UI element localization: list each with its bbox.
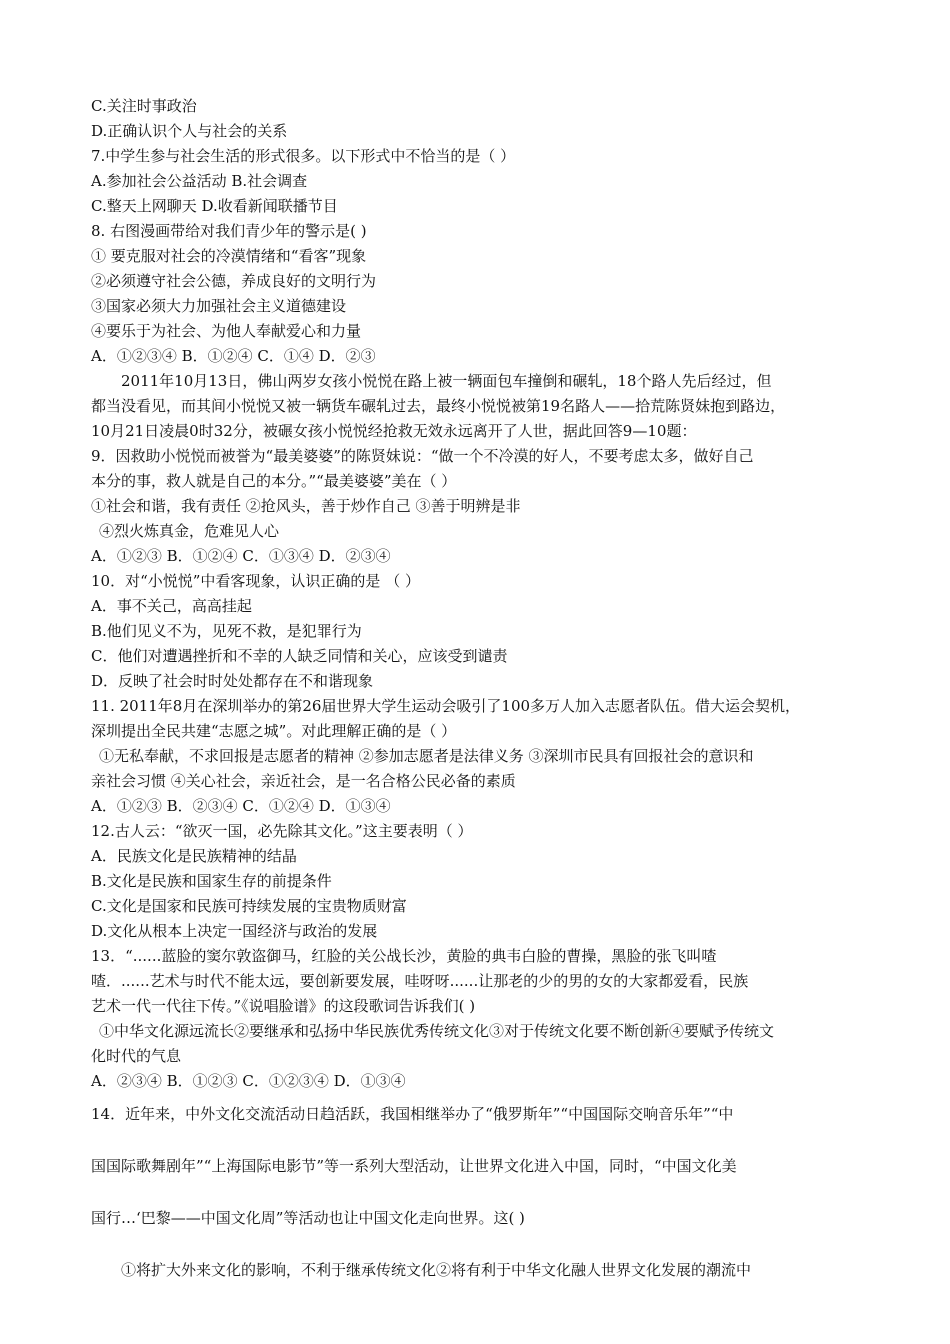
question-11: 11. 2011年8月在深圳举办的第26届世界大学生运动会吸引了100多万人加入志愿者队伍。借大运会契机， — [91, 697, 801, 715]
text-line: ①将扩大外来文化的影响，不利于继承传统文化②将有利于中华文化融人世界文化发展的潮流中 — [121, 1261, 752, 1279]
text-line: D.文化从根本上决定一国经济与政治的发展 — [91, 922, 378, 940]
text-line: B.他们见义不为，见死不救，是犯罪行为 — [91, 622, 362, 640]
text-line: ③国家必须大力加强社会主义道德建设 — [91, 297, 347, 315]
text-line: A．①②③ B．②③④ C．①②④ D．①③④ — [91, 797, 391, 815]
text-line: 国行…‘巴黎——中国文化周”等活动也让中国文化走向世界。这( ) — [91, 1209, 525, 1227]
text-line: A.参加社会公益活动 B.社会调查 — [91, 172, 308, 190]
text-line: ②必须遵守社会公德，养成良好的文明行为 — [91, 272, 377, 290]
text-line: 艺术一代一代往下传。”《说唱脸谱》的这段歌词告诉我们( ) — [91, 997, 476, 1015]
text-line: C.文化是国家和民族可持续发展的宝贵物质财富 — [91, 897, 407, 915]
text-line: 国国际歌舞剧年”“上海国际电影节”等一系列大型活动，让世界文化进入中国，同时，“中国文化美 — [91, 1157, 737, 1175]
text-line: B.文化是民族和国家生存的前提条件 — [91, 872, 332, 890]
text-line: A．民族文化是民族精神的结晶 — [91, 847, 297, 865]
text-line: ④要乐于为社会、为他人奉献爱心和力量 — [91, 322, 362, 340]
text-line: A．②③④ B．①②③ C．①②③④ D．①③④ — [91, 1072, 406, 1090]
question-10: 10．对“小悦悦”中看客现象，认识正确的是 （ ） — [91, 572, 420, 590]
text-line: D.正确认识个人与社会的关系 — [91, 122, 288, 140]
text-line: A．①②③④ B．①②④ C．①④ D．②③ — [91, 347, 376, 365]
text-line: A．事不关己，高高挂起 — [91, 597, 252, 615]
text-line: 深圳提出全民共建“志愿之城”。对此理解正确的是（ ） — [91, 722, 457, 740]
text-line: ①社会和谐，我有责任 ②抢风头，善于炒作自己 ③善于明辨是非 — [91, 497, 521, 515]
text-line: 化时代的气息 — [91, 1047, 182, 1065]
text-line: C.关注时事政治 — [91, 97, 197, 115]
text-line: C．他们对遭遇挫折和不幸的人缺乏同情和关心，应该受到谴责 — [91, 647, 508, 665]
text-line: 亲社会习惯 ④关心社会，亲近社会，是一名合格公民必备的素质 — [91, 772, 516, 790]
question-14: 14．近年来，中外文化交流活动日趋活跃，我国相继举办了“俄罗斯年”“中国国际交响音乐年”“中 — [91, 1105, 734, 1123]
text-line: ①无私奉献，不求回报是志愿者的精神 ②参加志愿者是法律义务 ③深圳市民具有回报社会的意识和 — [99, 747, 754, 765]
document-page — [91, 94, 871, 1283]
text-line: 本分的事，救人就是自己的本分。”“最美婆婆”美在（ ） — [91, 472, 457, 490]
question-13: 13．“......蓝脸的窦尔敦盗御马，红脸的关公战长沙，黄脸的典韦白脸的曹操，黑脸的张飞叫喳 — [91, 947, 717, 965]
question-8: 8. 右图漫画带给对我们青少年的警示是( ) — [91, 222, 367, 240]
text-line: ④烈火炼真金，危难见人心 — [99, 522, 280, 540]
text-line: A．①②③ B．①②④ C．①③④ D．②③④ — [91, 547, 391, 565]
passage-line: 都当没看见，而其间小悦悦又被一辆货车碾轧过去，最终小悦悦被第19名路人——拾荒陈贤妹抱到路边， — [91, 397, 786, 415]
text-line: ①中华文化源远流长②要继承和弘扬中华民族优秀传统文化③对于传统文化要不断创新④要赋予传统文 — [99, 1022, 775, 1040]
text-line: D．反映了社会时时处处都存在不和谐现象 — [91, 672, 374, 690]
text-line: ① 要克服对社会的冷漠情绪和“看客”现象 — [91, 247, 367, 265]
passage-line: 2011年10月13日，佛山两岁女孩小悦悦在路上被一辆面包车撞倒和碾轧，18个路人先后经过，但 — [121, 372, 772, 390]
question-12: 12.古人云：“欲灭一国，必先除其文化。”这主要表明（ ） — [91, 822, 473, 840]
question-9: 9．因救助小悦悦而被誉为“最美婆婆”的陈贤妹说：“做一个不冷漠的好人，不要考虑太多，做好自己 — [91, 447, 754, 465]
question-7: 7.中学生参与社会生活的形式很多。以下形式中不恰当的是（ ） — [91, 147, 516, 165]
text-line: C.整天上网聊天 D.收看新闻联播节目 — [91, 197, 338, 215]
text-line: 喳．......艺术与时代不能太远，要创新要发展，哇呀呀......让那老的少的男的女的大家都爱看，民族 — [91, 972, 749, 990]
passage-line: 10月21日凌晨0时32分，被碾女孩小悦悦经抢救无效永远离开了人世，据此回答9—10题： — [91, 422, 697, 440]
